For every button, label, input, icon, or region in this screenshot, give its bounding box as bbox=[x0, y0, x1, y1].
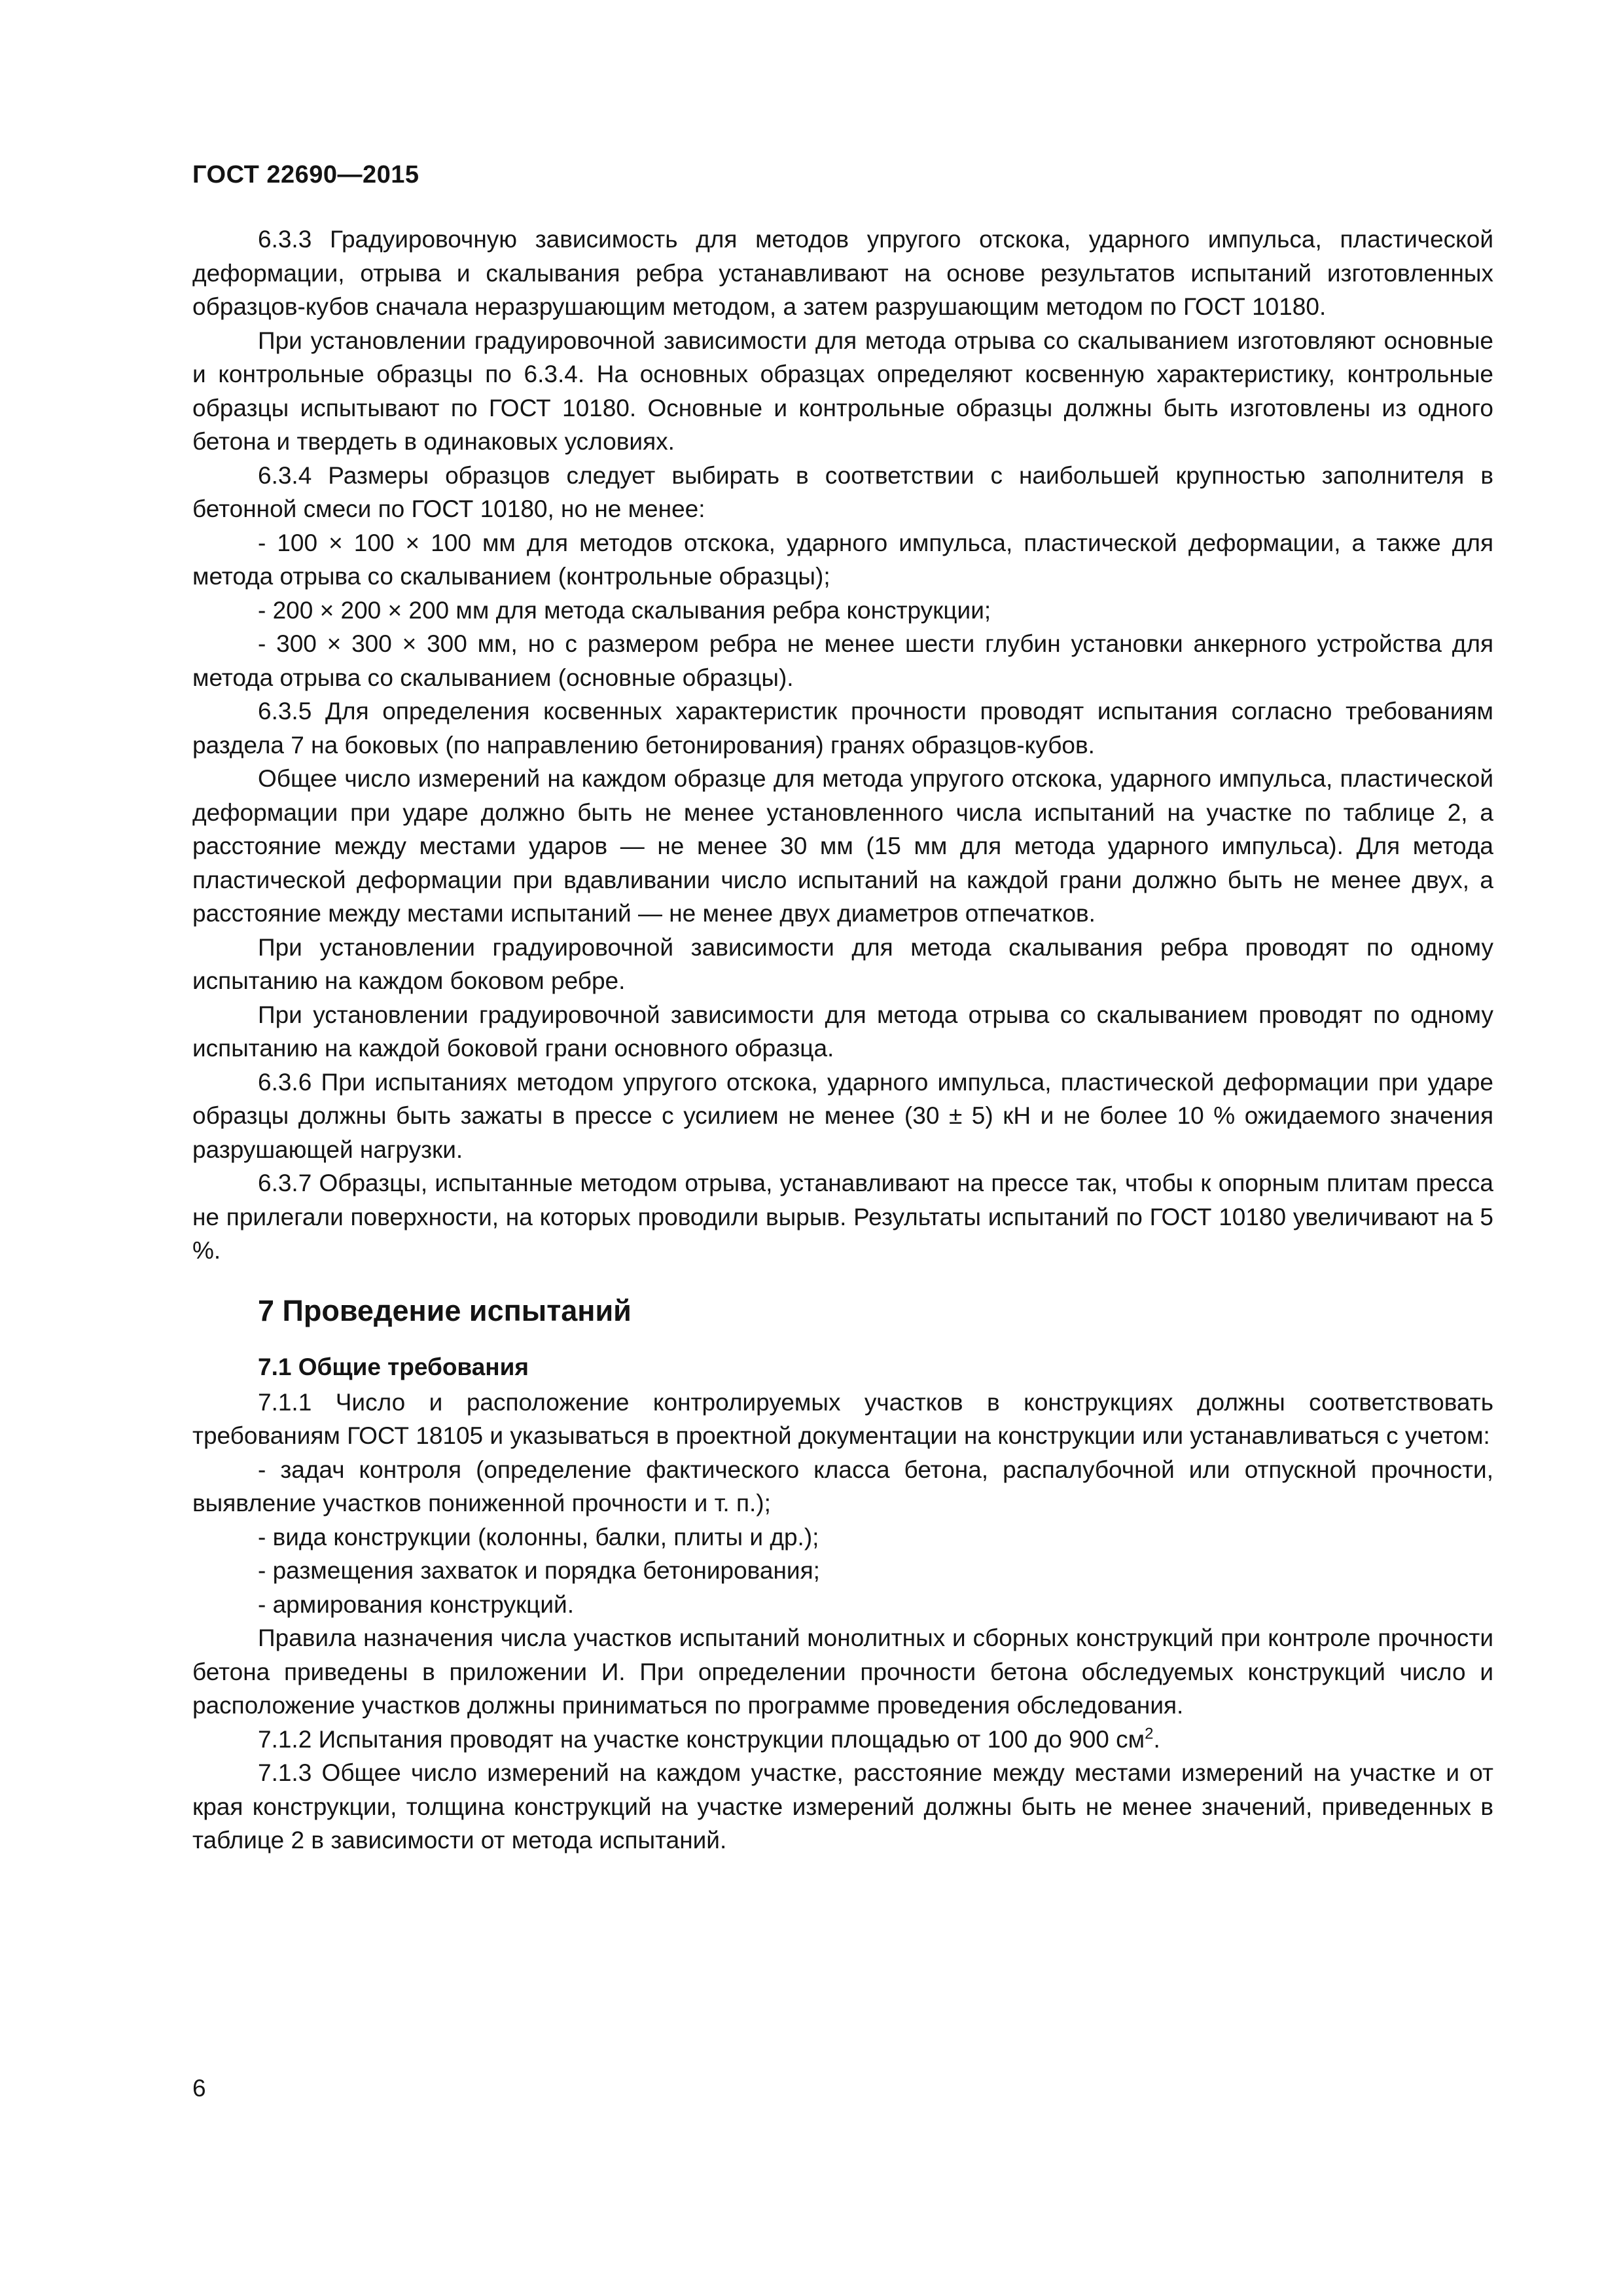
paragraph: Правила назначения числа участков испытаний монолитных и сборных конструкций при контроле прочности бетона приведены в приложении И. При определении прочности бетона обследуемых конструкций число и расположение участков должны приниматься по программе проведения обследования. bbox=[192, 1624, 1493, 1719]
paragraph: 6.3.6 При испытаниях методом упругого отскока, ударного импульса, пластической деформации при ударе образцы должны быть зажаты в прессе с усилием не менее (30 ± 5) кН и не более 10 % ожидаемого значения разрушающей нагрузки. bbox=[192, 1068, 1493, 1163]
document-header: ГОСТ 22690—2015 bbox=[192, 161, 419, 188]
list-item: - армирования конструкций. bbox=[258, 1590, 574, 1618]
paragraph: При установлении градуировочной зависимости для метода скалывания ребра проводят по одному испытанию на каждом боковом ребре. bbox=[192, 933, 1493, 994]
superscript: 2 bbox=[1145, 1725, 1154, 1743]
paragraph: 7.1.1 Число и расположение контролируемых участков в конструкциях должны соответствовать требованиям ГОСТ 18105 и указываться в проектной документации на конструкции или устанавливаться с учетом: bbox=[192, 1388, 1493, 1449]
paragraph: Общее число измерений на каждом образце для метода упругого отскока, ударного импульса, пластической деформации при ударе должно быть не менее установленного числа испытаний на участке по таблице 2, а расстояние между местами ударов — не менее 30 мм (15 мм для метода ударного импульса). Для метода пластической деформации при вдавливании число испытаний на каждой грани должно быть не менее двух, а расстояние между местами испытаний — не менее двух диаметров отпечатков. bbox=[192, 765, 1493, 927]
paragraph: 7.1.3 Общее число измерений на каждом участке, расстояние между местами измерений на участке и от края конструкции, толщина конструкций на участке измерений должны быть не менее значений, приведенных в таблице 2 в зависимости от метода испытаний. bbox=[192, 1759, 1493, 1854]
section-title: 7 Проведение испытаний bbox=[258, 1293, 632, 1327]
paragraph: При установлении градуировочной зависимости для метода отрыва со скалыванием проводят по одному испытанию на каждой боковой грани основного образца. bbox=[192, 1001, 1493, 1062]
paragraph: При установлении градуировочной зависимости для метода отрыва со скалыванием изготовляют основные и контрольные образцы по 6.3.4. На основных образцах определяют косвенную характеристику, контрольные образцы испытывают по ГОСТ 10180. Основные и контрольные образцы должны быть изготовлены из одного бетона и твердеть в одинаковых условиях. bbox=[192, 327, 1493, 455]
paragraph: 6.3.7 Образцы, испытанные методом отрыва, устанавливают на прессе так, чтобы к опорным плитам пресса не прилегали поверхности, на которых проводили вырыв. Результаты испытаний по ГОСТ 10180 увеличивают на 5 %. bbox=[192, 1170, 1493, 1264]
document-body bbox=[192, 223, 1493, 1857]
list-item: - 100 × 100 × 100 мм для методов отскока, ударного импульса, пластической деформации, а также для метода отрыва со скалыванием (контрольные образцы); bbox=[192, 529, 1493, 590]
paragraph-7-1-2 bbox=[192, 1723, 1493, 1757]
page-number: 6 bbox=[192, 2075, 206, 2102]
list-item: - 200 × 200 × 200 мм для метода скалывания ребра конструкции; bbox=[258, 596, 991, 624]
paragraph: 6.3.3 Градуировочную зависимость для методов упругого отскока, ударного импульса, пластической деформации, отрыва и скалывания ребра устанавливают на основе результатов испытаний изготовленных образцов-кубов сначала неразрушающим методом, а затем разрушающим методом по ГОСТ 10180. bbox=[192, 226, 1493, 320]
list-item: - 300 × 300 × 300 мм, но с размером ребра не менее шести глубин установки анкерного устройства для метода отрыва со скалыванием (основные образцы). bbox=[192, 630, 1493, 691]
list-item: - вида конструкции (колонны, балки, плиты и др.); bbox=[258, 1523, 819, 1551]
paragraph: 6.3.4 Размеры образцов следует выбирать в соответствии с наибольшей крупностью заполнителя в бетонной смеси по ГОСТ 10180, но не менее: bbox=[192, 461, 1493, 522]
subsection-title: 7.1 Общие требования bbox=[258, 1353, 529, 1380]
paragraph-text: 7.1.2 Испытания проводят на участке конструкции площадью от 100 до 900 см bbox=[258, 1725, 1145, 1753]
paragraph-tail: . bbox=[1153, 1725, 1160, 1753]
list-item: - размещения захваток и порядка бетонирования; bbox=[258, 1557, 820, 1584]
paragraph: 6.3.5 Для определения косвенных характеристик прочности проводят испытания согласно требованиям раздела 7 на боковых (по направлению бетонирования) гранях образцов-кубов. bbox=[192, 698, 1493, 759]
list-item: - задач контроля (определение фактического класса бетона, распалубочной или отпускной прочности, выявление участков пониженной прочности и т. п.); bbox=[192, 1456, 1493, 1516]
